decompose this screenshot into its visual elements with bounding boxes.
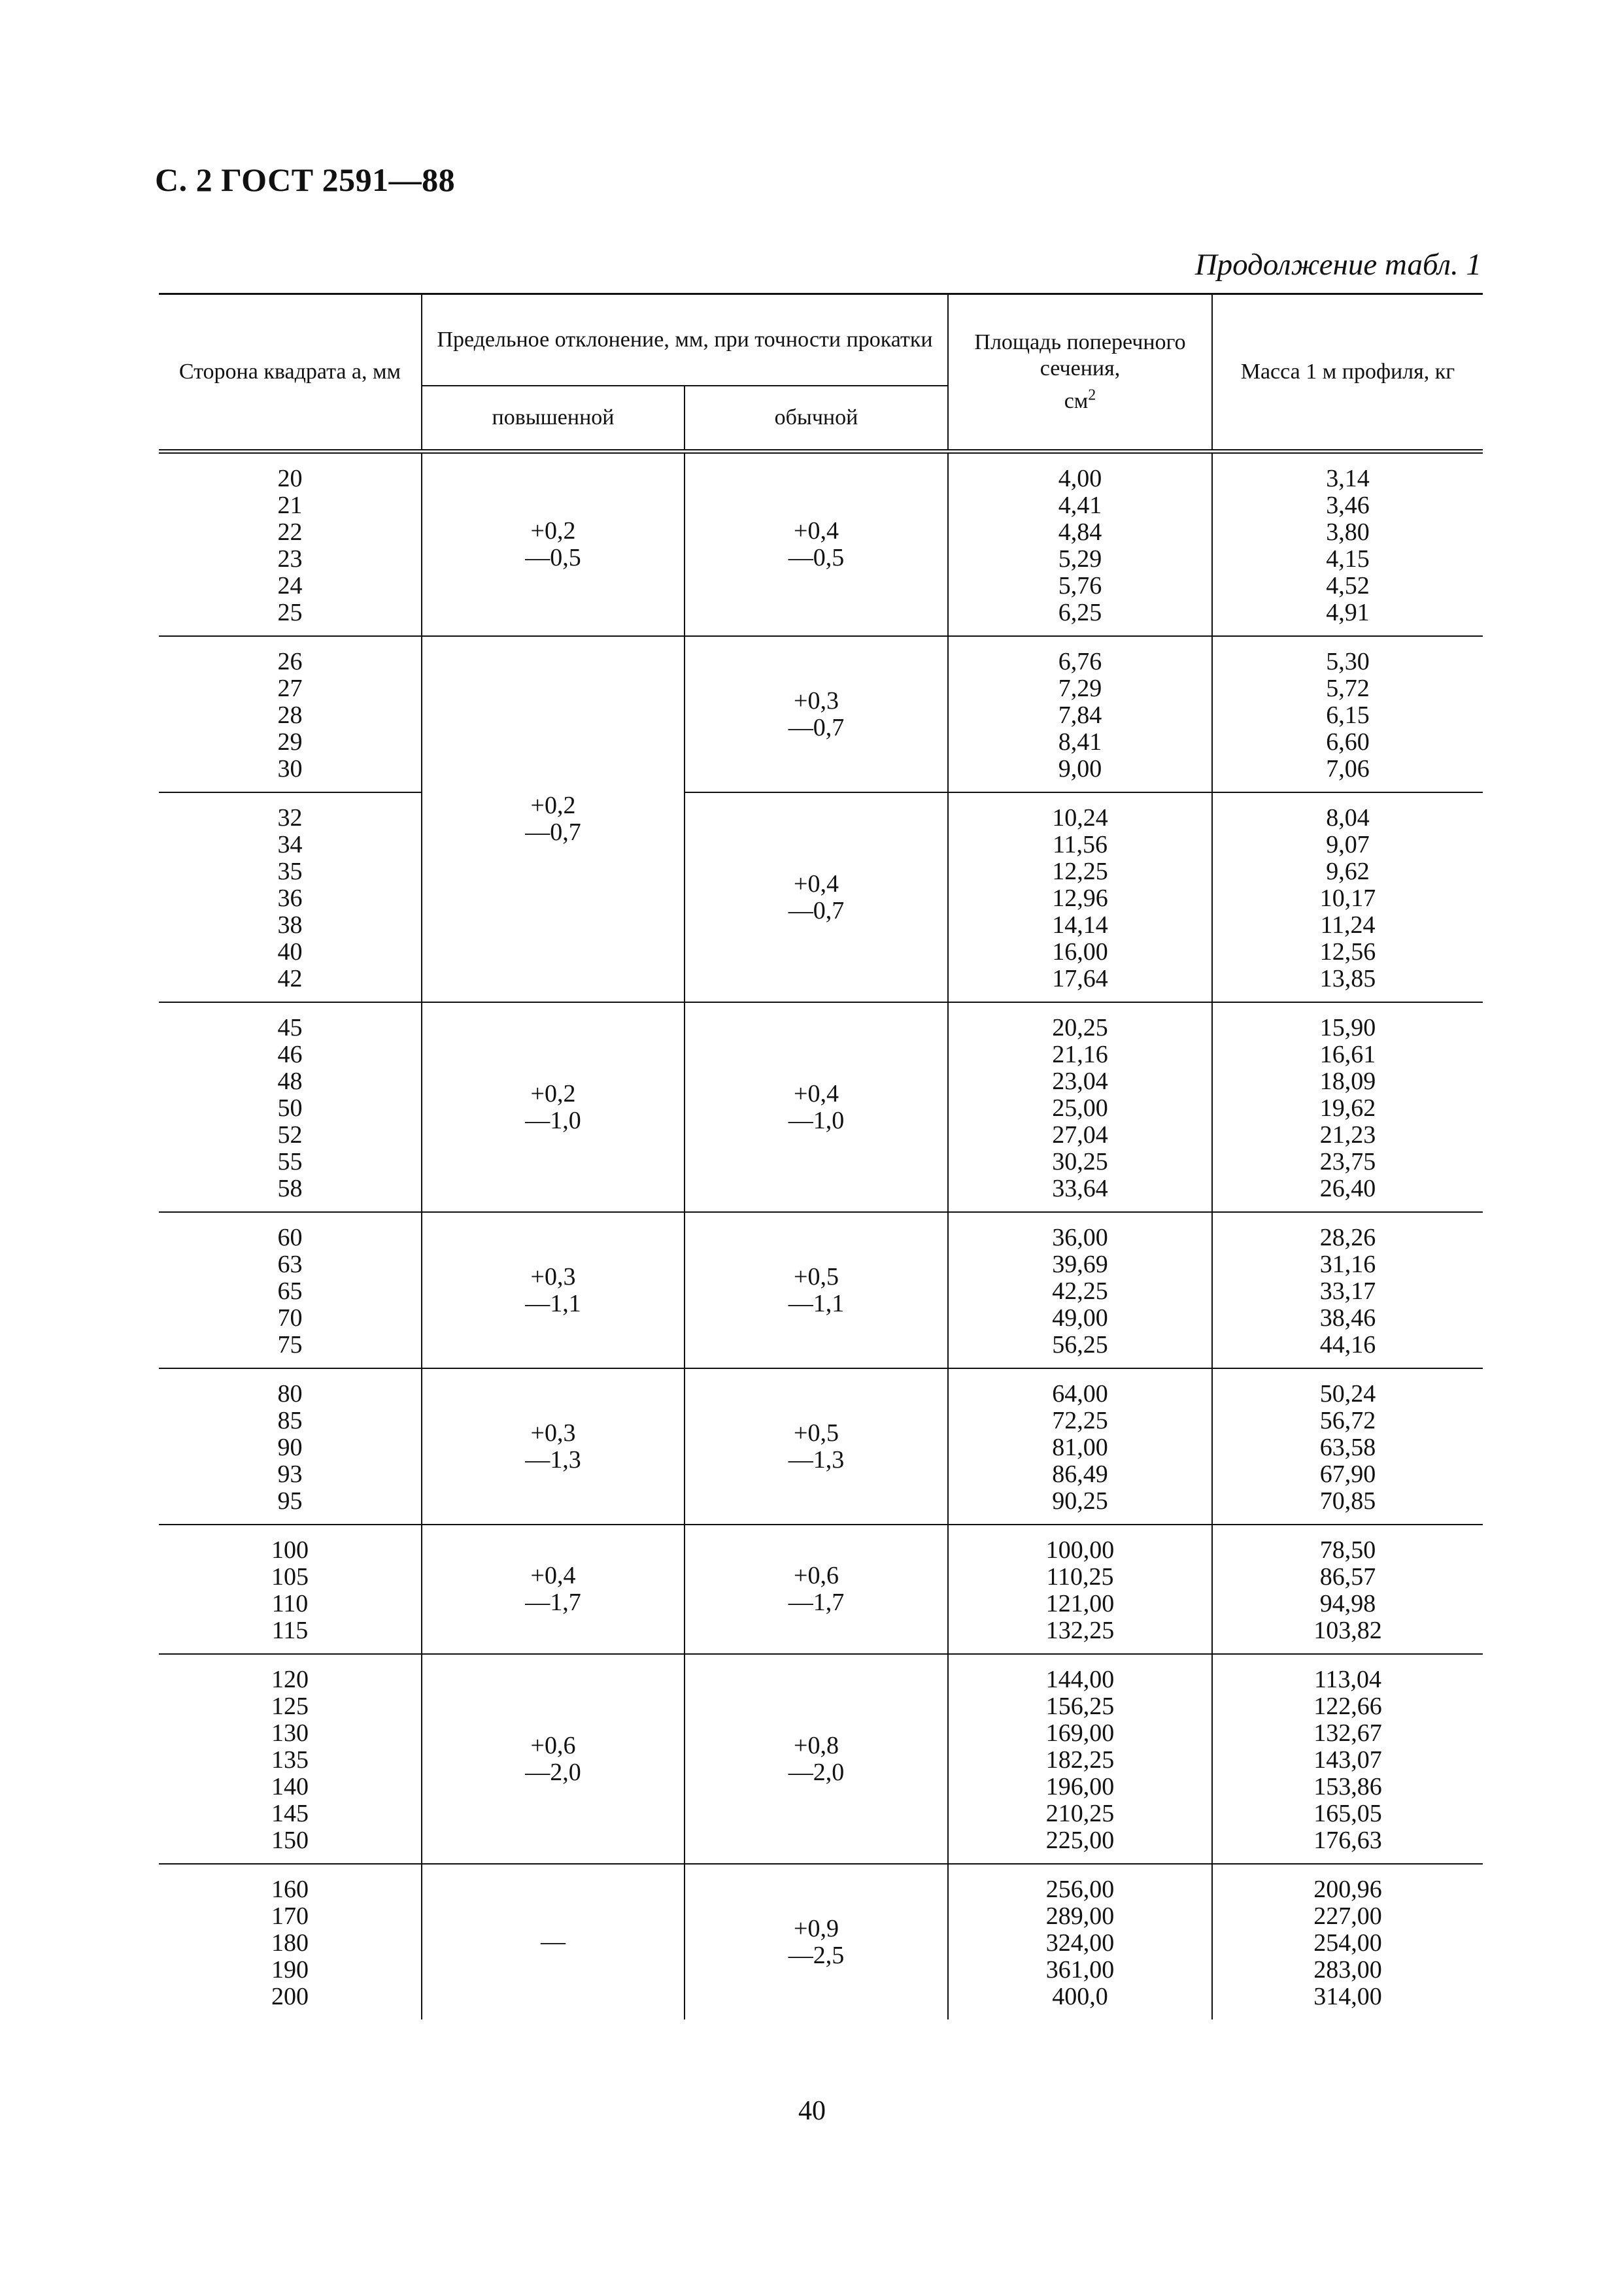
cell-line: —0,5 <box>788 544 845 571</box>
table-row-group <box>159 636 1483 792</box>
increased-tolerance-cell <box>422 1212 685 1368</box>
cell-line: 8,04 <box>1326 804 1370 832</box>
cell-line: —2,5 <box>788 1941 845 1969</box>
cell-line: 28 <box>277 701 303 729</box>
area-cell <box>948 1525 1212 1654</box>
increased-tolerance-cell <box>422 1654 685 1864</box>
cell-line: 160 <box>271 1876 309 1903</box>
cell-line: 42 <box>277 965 303 992</box>
cell-line: 10,17 <box>1319 885 1376 912</box>
cell-line: +0,5 <box>794 1419 839 1447</box>
cell-line: 86,49 <box>1052 1460 1108 1488</box>
cell-line: 50,24 <box>1319 1380 1376 1408</box>
cell-line: 190 <box>271 1956 309 1984</box>
increased-tolerance-cell <box>422 1368 685 1525</box>
side-cell <box>159 452 422 637</box>
cell-line: +0,2 <box>530 1079 576 1107</box>
cell-line: 29 <box>277 728 303 756</box>
cell-line: +0,4 <box>794 517 839 545</box>
cell-line: 125 <box>271 1693 309 1720</box>
cell-line: 33,64 <box>1052 1175 1108 1202</box>
cell-line: 176,63 <box>1313 1827 1382 1854</box>
cell-line: 100 <box>271 1536 309 1564</box>
cell-line: —0,7 <box>788 713 845 741</box>
normal-tolerance-cell <box>685 1368 948 1525</box>
normal-tolerance-cell <box>685 636 948 792</box>
cell-line: 153,86 <box>1313 1773 1382 1800</box>
cell-line: 11,56 <box>1052 831 1108 858</box>
cell-line: 9,62 <box>1326 858 1370 885</box>
header-mass: Масса 1 м профиля, кг <box>1212 294 1483 452</box>
document-header: С. 2 ГОСТ 2591—88 <box>155 161 456 198</box>
table-row-group <box>159 1212 1483 1368</box>
cell-line: 169,00 <box>1045 1719 1115 1747</box>
cell-line: +0,2 <box>530 517 576 545</box>
cell-line: 31,16 <box>1319 1251 1376 1278</box>
cell-line: 70 <box>277 1304 303 1332</box>
table-row-group <box>159 1654 1483 1864</box>
cell-line: —0,5 <box>525 544 581 571</box>
cell-line: 400,0 <box>1052 1983 1108 2010</box>
cell-line: 113,04 <box>1313 1666 1382 1693</box>
side-cell <box>159 1654 422 1864</box>
cell-line: 4,91 <box>1326 599 1370 626</box>
cell-line: 200 <box>271 1983 309 2010</box>
increased-tolerance-cell <box>422 1002 685 1212</box>
table-continuation-label: Продолжение табл. 1 <box>1194 248 1481 282</box>
cell-line: 5,76 <box>1058 572 1102 599</box>
cell-line: 6,25 <box>1058 599 1102 626</box>
side-cell <box>159 1002 422 1212</box>
cell-line: 361,00 <box>1045 1956 1115 1984</box>
mass-cell <box>1212 636 1483 792</box>
cell-line: 46 <box>277 1041 303 1068</box>
cell-line: 4,15 <box>1326 545 1370 573</box>
normal-tolerance-cell <box>685 792 948 1002</box>
area-cell <box>948 452 1212 637</box>
normal-tolerance-cell <box>685 1525 948 1654</box>
mass-cell <box>1212 1864 1483 2019</box>
cell-line: 283,00 <box>1313 1956 1382 1984</box>
increased-tolerance-cell <box>422 1864 685 2019</box>
table-row-group <box>159 1368 1483 1525</box>
cell-line: 52 <box>277 1121 303 1149</box>
header-area: Площадь поперечного сечения, $см^2$ <box>948 294 1212 452</box>
cell-line: 55 <box>277 1148 303 1175</box>
cell-line: 64,00 <box>1052 1380 1108 1408</box>
cell-line: 28,26 <box>1319 1224 1376 1251</box>
cell-line: 22 <box>277 518 303 546</box>
cell-line: 115 <box>271 1617 309 1644</box>
cell-line: 256,00 <box>1045 1876 1115 1903</box>
cell-line: 60 <box>277 1224 303 1251</box>
cell-line: 110,25 <box>1046 1563 1114 1591</box>
cell-line: 10,24 <box>1052 804 1108 832</box>
cell-line: +0,4 <box>794 869 839 898</box>
cell-line: —2,0 <box>525 1758 581 1786</box>
cell-line: 225,00 <box>1045 1827 1115 1854</box>
cell-line: 144,00 <box>1045 1666 1115 1693</box>
cell-line: 26 <box>277 648 303 675</box>
cell-line: 44,16 <box>1319 1331 1376 1359</box>
cell-line: 289,00 <box>1045 1902 1115 1930</box>
cell-line: 33,17 <box>1319 1277 1376 1305</box>
cell-line: 6,15 <box>1326 701 1370 729</box>
cell-line: 13,85 <box>1319 965 1376 992</box>
cell-line: 94,98 <box>1319 1590 1376 1617</box>
cell-line: 23,75 <box>1319 1148 1376 1175</box>
mass-cell <box>1212 1002 1483 1212</box>
cell-line: 9,07 <box>1326 831 1370 858</box>
cell-line: +0,4 <box>530 1562 576 1589</box>
cell-line: 324,00 <box>1045 1929 1115 1957</box>
cell-line: 36,00 <box>1052 1224 1108 1251</box>
side-cell <box>159 1212 422 1368</box>
area-cell <box>948 1002 1212 1212</box>
cell-line: +0,4 <box>794 1079 839 1107</box>
normal-tolerance-cell <box>685 1864 948 2019</box>
mass-cell <box>1212 1654 1483 1864</box>
cell-line: 12,96 <box>1052 885 1108 912</box>
cell-line: 16,61 <box>1319 1041 1376 1068</box>
cell-line: +0,9 <box>794 1914 839 1942</box>
cell-line: 122,66 <box>1313 1693 1382 1720</box>
cell-line: 156,25 <box>1045 1693 1115 1720</box>
cell-line: 63,58 <box>1319 1434 1376 1461</box>
cell-line: +0,2 <box>530 792 576 819</box>
cell-line: 130 <box>271 1719 309 1747</box>
cell-line: —1,7 <box>525 1589 581 1616</box>
cell-line: 78,50 <box>1319 1536 1376 1564</box>
cell-line: 70,85 <box>1319 1487 1376 1515</box>
cell-line: 314,00 <box>1313 1983 1382 2010</box>
normal-tolerance-cell <box>685 452 948 637</box>
cell-line: —0,7 <box>788 896 845 924</box>
normal-tolerance-cell <box>685 1212 948 1368</box>
cell-line: 180 <box>271 1929 309 1957</box>
cell-line: 6,60 <box>1326 728 1370 756</box>
cell-line: 38 <box>277 911 303 939</box>
header-normal: обычной <box>685 386 948 452</box>
cell-line: +0,5 <box>794 1262 839 1291</box>
cell-line: 30 <box>277 755 303 783</box>
cell-line: 9,00 <box>1058 755 1102 783</box>
cell-line: —1,1 <box>788 1289 845 1317</box>
cell-line: 4,41 <box>1058 492 1102 519</box>
cell-line: 8,41 <box>1058 728 1102 756</box>
table-row-group <box>159 1525 1483 1654</box>
profile-table <box>159 293 1483 2019</box>
cell-line: 196,00 <box>1045 1773 1115 1800</box>
cell-line: 49,00 <box>1052 1304 1108 1332</box>
increased-tolerance-cell <box>422 636 685 1002</box>
area-cell <box>948 792 1212 1002</box>
header-deviation: Предельное отклонение, мм, при точности прокатки <box>422 294 948 386</box>
cell-line: 140 <box>271 1773 309 1800</box>
cell-line: 7,29 <box>1058 675 1102 702</box>
area-cell <box>948 1654 1212 1864</box>
cell-line: 75 <box>277 1331 303 1359</box>
cell-line: 11,24 <box>1320 911 1376 939</box>
cell-line: 40 <box>277 938 303 966</box>
cell-line: 227,00 <box>1313 1902 1382 1930</box>
area-cell <box>948 1212 1212 1368</box>
cell-line: 103,82 <box>1313 1617 1382 1644</box>
mass-cell <box>1212 1368 1483 1525</box>
cell-line: 3,14 <box>1326 465 1370 492</box>
cell-line: 81,00 <box>1052 1434 1108 1461</box>
cell-line: 80 <box>277 1380 303 1408</box>
table-row-group <box>159 452 1483 637</box>
cell-line: 50 <box>277 1094 303 1122</box>
cell-line: 58 <box>277 1175 303 1202</box>
mass-cell <box>1212 452 1483 637</box>
side-cell <box>159 1864 422 2019</box>
cell-line: —1,3 <box>525 1445 581 1474</box>
table-row-group <box>159 1002 1483 1212</box>
cell-line: 105 <box>271 1563 309 1591</box>
cell-line: 165,05 <box>1313 1800 1382 1827</box>
cell-line: 17,64 <box>1052 965 1108 992</box>
cell-line: 14,14 <box>1052 911 1108 939</box>
mass-cell <box>1212 1212 1483 1368</box>
cell-line: —2,0 <box>788 1758 845 1786</box>
cell-line: 200,96 <box>1313 1876 1382 1903</box>
cell-line: 21,23 <box>1319 1121 1376 1149</box>
cell-line: 23 <box>277 545 303 573</box>
cell-line: 30,25 <box>1052 1148 1108 1175</box>
page-number: 40 <box>798 2096 826 2126</box>
cell-line: —1,0 <box>525 1106 581 1134</box>
cell-line: 56,72 <box>1319 1407 1376 1434</box>
cell-line: 19,62 <box>1319 1094 1376 1122</box>
cell-line: —1,3 <box>788 1445 845 1474</box>
side-cell <box>159 792 422 1002</box>
side-cell <box>159 636 422 792</box>
cell-line: 48 <box>277 1068 303 1095</box>
cell-line: 25,00 <box>1052 1094 1108 1122</box>
cell-line: 4,84 <box>1058 518 1102 546</box>
cell-line: 23,04 <box>1052 1068 1108 1095</box>
cell-line: 5,29 <box>1058 545 1102 573</box>
cell-line: 21 <box>277 492 303 519</box>
cell-line: 27,04 <box>1052 1121 1108 1149</box>
increased-tolerance-cell <box>422 452 685 637</box>
cell-line: 93 <box>277 1460 303 1488</box>
cell-line: 42,25 <box>1052 1277 1108 1305</box>
table-row-group <box>159 1864 1483 2019</box>
area-cell <box>948 1368 1212 1525</box>
cell-line: 132,67 <box>1313 1719 1382 1747</box>
cell-line: 12,25 <box>1052 858 1108 885</box>
cell-line: 39,69 <box>1052 1251 1108 1278</box>
cell-line: 4,00 <box>1058 465 1102 492</box>
cell-line: 3,80 <box>1326 518 1370 546</box>
cell-line: 36 <box>277 885 303 912</box>
cell-line: 65 <box>277 1277 303 1305</box>
cell-line: 132,25 <box>1045 1617 1115 1644</box>
cell-line: 90 <box>277 1434 303 1461</box>
cell-line: 63 <box>277 1251 303 1278</box>
cell-line: 100,00 <box>1045 1536 1115 1564</box>
cell-line: 95 <box>277 1487 303 1515</box>
cell-line: +0,6 <box>794 1562 839 1589</box>
cell-line: 72,25 <box>1052 1407 1108 1434</box>
cell-line: 145 <box>271 1800 309 1827</box>
cell-line: 254,00 <box>1313 1929 1382 1957</box>
cell-line: +0,3 <box>530 1419 576 1447</box>
cell-line: 5,30 <box>1326 648 1370 675</box>
cell-line: 7,06 <box>1326 755 1370 783</box>
header-increased: повышенной <box>422 386 685 452</box>
side-cell <box>159 1525 422 1654</box>
cell-line: 45 <box>277 1014 303 1041</box>
cell-line: +0,8 <box>794 1731 839 1759</box>
cell-line: +0,3 <box>794 686 839 715</box>
cell-line: 110 <box>271 1590 309 1617</box>
header-area-unit: $см^2$ <box>1064 386 1096 413</box>
cell-line: 4,52 <box>1326 572 1370 599</box>
normal-tolerance-cell <box>685 1654 948 1864</box>
cell-line: 18,09 <box>1319 1068 1376 1095</box>
cell-line: 56,25 <box>1052 1331 1108 1359</box>
mass-cell <box>1212 792 1483 1002</box>
cell-line: 20 <box>277 465 303 492</box>
cell-line: 12,56 <box>1319 938 1376 966</box>
cell-line: 20,25 <box>1052 1014 1108 1041</box>
cell-line: 26,40 <box>1319 1175 1376 1202</box>
increased-tolerance-cell <box>422 1525 685 1654</box>
cell-line: — <box>541 1928 566 1955</box>
cell-line: 32 <box>277 804 303 832</box>
cell-line: 86,57 <box>1319 1563 1376 1591</box>
cell-line: 3,46 <box>1326 492 1370 519</box>
cell-line: 121,00 <box>1045 1590 1115 1617</box>
cell-line: 34 <box>277 831 303 858</box>
cell-line: 27 <box>277 675 303 702</box>
cell-line: 67,90 <box>1319 1460 1376 1488</box>
side-cell <box>159 1368 422 1525</box>
cell-line: 90,25 <box>1052 1487 1108 1515</box>
cell-line: —1,7 <box>788 1589 845 1616</box>
cell-line: 16,00 <box>1052 938 1108 966</box>
header-side: Сторона квадрата а, мм <box>159 294 422 452</box>
cell-line: 5,72 <box>1326 675 1370 702</box>
cell-line: 35 <box>277 858 303 885</box>
cell-line: 24 <box>277 572 303 599</box>
cell-line: 150 <box>271 1827 309 1854</box>
cell-line: 143,07 <box>1313 1746 1382 1774</box>
cell-line: —0,7 <box>525 819 581 846</box>
cell-line: 6,76 <box>1058 648 1102 675</box>
cell-line: —1,1 <box>525 1289 581 1317</box>
area-cell <box>948 1864 1212 2019</box>
cell-line: 170 <box>271 1902 309 1930</box>
cell-line: 21,16 <box>1052 1041 1108 1068</box>
cell-line: +0,6 <box>530 1731 576 1759</box>
mass-cell <box>1212 1525 1483 1654</box>
cell-line: +0,3 <box>530 1262 576 1291</box>
cell-line: 182,25 <box>1045 1746 1115 1774</box>
table-row-group <box>159 792 1483 1002</box>
area-cell <box>948 636 1212 792</box>
cell-line: 210,25 <box>1045 1800 1115 1827</box>
cell-line: 38,46 <box>1319 1304 1376 1332</box>
cell-line: —1,0 <box>788 1106 845 1134</box>
cell-line: 135 <box>271 1746 309 1774</box>
cell-line: 15,90 <box>1319 1014 1376 1041</box>
cell-line: 25 <box>277 599 303 626</box>
normal-tolerance-cell <box>685 1002 948 1212</box>
cell-line: 85 <box>277 1407 303 1434</box>
cell-line: 120 <box>271 1666 309 1693</box>
cell-line: 7,84 <box>1058 701 1102 729</box>
